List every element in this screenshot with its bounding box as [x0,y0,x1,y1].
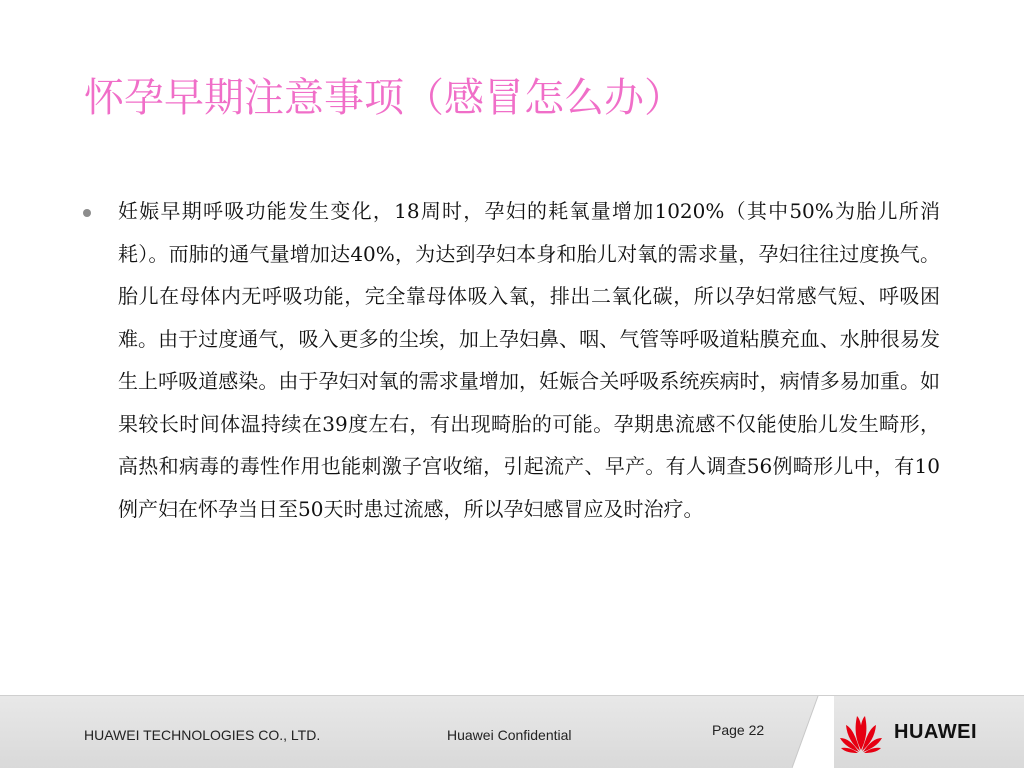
footer-company: HUAWEI TECHNOLOGIES CO., LTD. [84,727,321,743]
slide-content [80,190,950,530]
brand-name: HUAWEI [894,720,977,743]
footer-divider [792,696,834,768]
slide-footer [0,695,1024,768]
bullet-dot-icon [83,209,91,217]
bullet-text: 妊娠早期呼吸功能发生变化，18周时，孕妇的耗氧量增加1020%（其中50%为胎儿所消耗）。而肺的通气量增加达40%，为达到孕妇本身和胎儿对氧的需求量，孕妇往往过度换气。胎儿在母体内无呼吸功能，完全靠母体吸入氧，排出二氧化碳，所以孕妇常感气短、呼吸困难。由于过度通气，吸入更多的尘埃，加上孕妇鼻、咽、气管等呼吸道粘膜充血、水肿很易发生上呼吸道感染。由于孕妇对氧的需求量增加，妊娠合关呼吸系统疾病时，病情多易加重。如果较长时间体温持续在39度左右，有出现畸胎的可能。孕期患流感不仅能使胎儿发生畸形，高热和病毒的毒性作用也能刺激子宫收缩，引起流产、早产。有人调查56例畸形儿中，有10例产妇在怀孕当日至50天时患过流感，所以孕妇感冒应及时治疗。 [118,199,940,521]
slide-title: 怀孕早期注意事项（感冒怎么办） [84,75,684,121]
bullet-item [80,190,950,530]
page-number: Page 22 [712,722,765,738]
huawei-flower-icon [838,710,884,754]
huawei-logo [838,710,977,754]
footer-confidential: Huawei Confidential [447,727,572,743]
